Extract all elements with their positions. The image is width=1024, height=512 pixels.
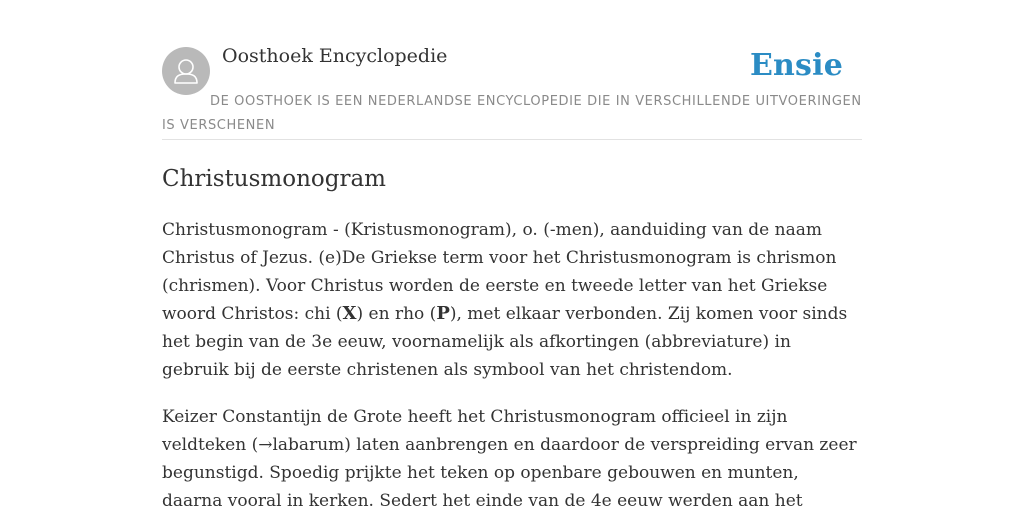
paragraph-text: ), met elkaar verbonden. Zij komen voor sinds het begin van de 3e eeuw, voornamelijk als afkortingen (abbreviature) in gebruik bij de eerste christenen als symbool van het christendom. (162, 304, 848, 380)
article-title: Christusmonogram (162, 166, 386, 192)
page-container (162, 0, 862, 512)
article-paragraph-2 (162, 403, 862, 512)
paragraph-text: ) laten aanbrengen en daardoor de verspreiding ervan zeer begunstigd. Spoedig prijkte het teken op openbare gebouwen en munten, daarna vooral in kerken. Sedert het einde van de 4e eeuw werden aan het (162, 435, 857, 511)
ensie-logo[interactable]: Ensie (749, 48, 843, 83)
chi-letter: X (342, 303, 357, 324)
article-paragraph-1 (162, 216, 862, 384)
user-avatar-icon[interactable] (162, 47, 210, 95)
rho-letter: P (436, 303, 450, 324)
site-header (162, 0, 862, 140)
site-name-link[interactable]: Oosthoek Encyclopedie (222, 45, 448, 67)
paragraph-text: Christusmonogram - (Kristusmonogram), o. (-men), aanduiding van de naam Christus of Jezus. (e)De Griekse term voor het Christusmonogram is chrismon (chrismen). Voor Christus worden de eerste en tweede letter van het Griekse woord Christos: chi ( (162, 220, 837, 324)
paragraph-text: ) en rho ( (356, 304, 437, 324)
paragraph-text: Keizer Constantijn de Grote heeft het Christusmonogram officieel in zijn veldteken ( (162, 407, 788, 455)
person-outline-icon (162, 47, 210, 95)
labarum-link[interactable]: →labarum (258, 435, 345, 455)
site-description: DE OOSTHOEK IS EEN NEDERLANDSE ENCYCLOPEDIE DIE IN VERSCHILLENDE UITVOERINGEN IS VERSCHENEN (162, 94, 862, 133)
